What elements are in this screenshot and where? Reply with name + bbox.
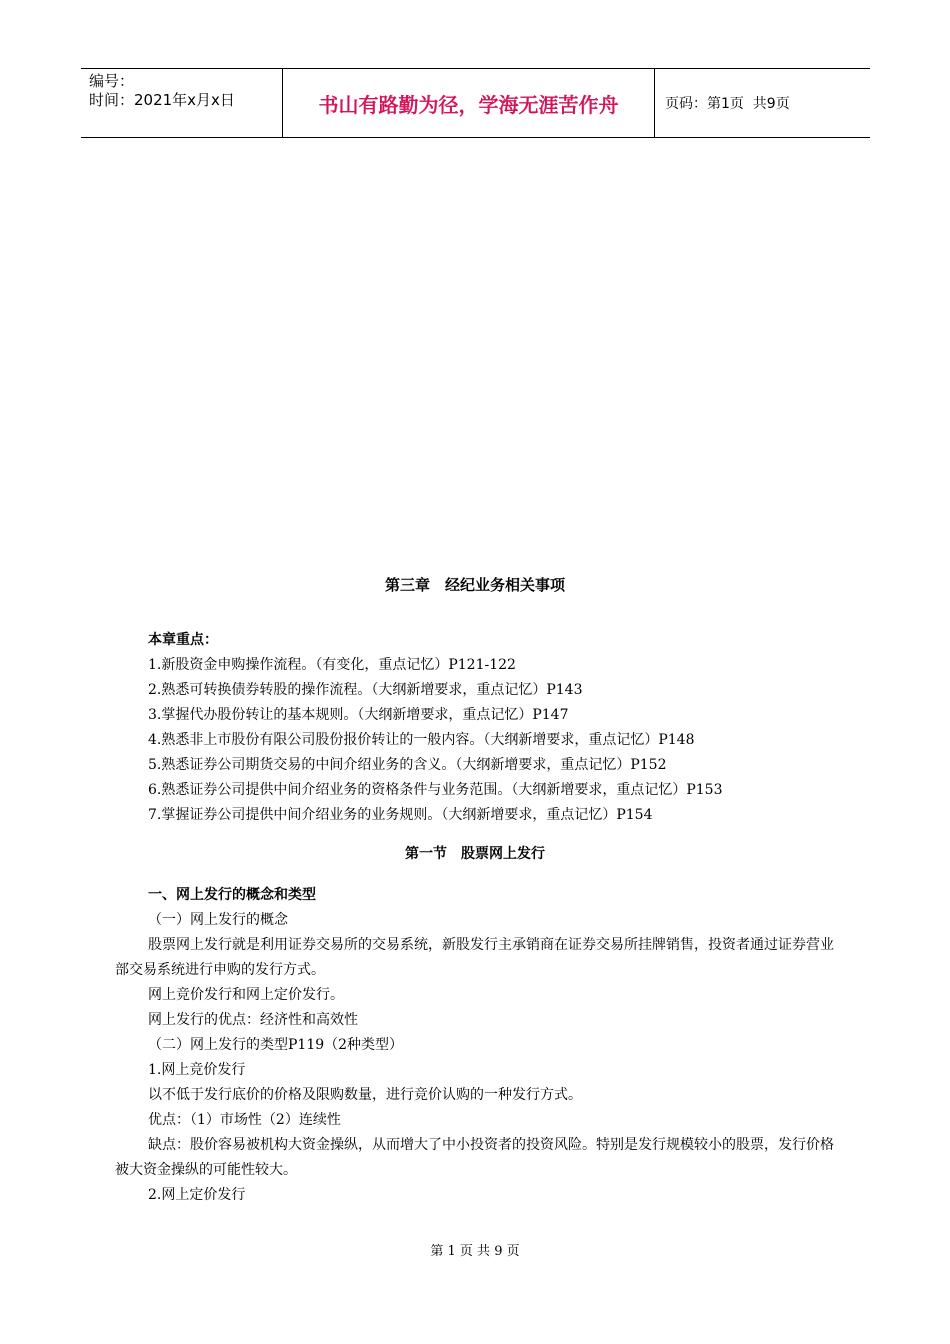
header-meta-cell	[81, 69, 282, 137]
paragraph: 股票网上发行就是利用证券交易所的交易系统，新股发行主承销商在证券交易所挂牌销售，投资者通过证券营业部交易系统进行申购的发行方式。	[115, 937, 834, 978]
paragraph: 2.网上定价发行	[148, 1187, 246, 1203]
section-title: 第一节 股票网上发行	[405, 846, 545, 862]
document-body	[115, 570, 835, 1208]
time-label: 时间：2021年x月x日	[89, 91, 235, 109]
number-label: 编号：	[89, 72, 135, 90]
paragraph: 网上竞价发行和网上定价发行。	[148, 987, 344, 1003]
key-point-item: 2.熟悉可转换债券转股的操作流程。（大纲新增要求，重点记忆）P143	[148, 682, 583, 698]
page-info: 页码：第1页 共9页	[665, 96, 790, 112]
footer-page-number: 第 1 页 共 9 页	[430, 1244, 520, 1259]
motto-text: 书山有路勤为径，学海无涯苦作舟	[318, 92, 619, 117]
page-header	[81, 68, 870, 138]
paragraph: 网上发行的优点：经济性和高效性	[148, 1012, 358, 1028]
chapter-title: 第三章 经纪业务相关事项	[384, 576, 565, 594]
paragraph: （一）网上发行的概念	[148, 912, 288, 928]
paragraph: 优点：（1）市场性（2）连续性	[148, 1112, 341, 1128]
page-footer	[0, 1240, 950, 1259]
key-point-item: 3.掌握代办股份转让的基本规则。（大纲新增要求，重点记忆）P147	[148, 707, 569, 723]
header-page-cell	[655, 69, 870, 137]
key-point-item: 7.掌握证券公司提供中间介绍业务的业务规则。（大纲新增要求，重点记忆）P154	[148, 807, 653, 823]
paragraph: （二）网上发行的类型P119（2种类型）	[148, 1037, 404, 1053]
key-point-item: 6.熟悉证券公司提供中间介绍业务的资格条件与业务范围。（大纲新增要求，重点记忆）P153	[148, 782, 723, 798]
paragraph: 缺点：股价容易被机构大资金操纵，从而增大了中小投资者的投资风险。特别是发行规模较小的股票，发行价格被大资金操纵的可能性较大。	[115, 1137, 834, 1178]
key-point-item: 4.熟悉非上市股份有限公司股份报价转让的一般内容。（大纲新增要求，重点记忆）P148	[148, 732, 695, 748]
key-points-heading: 本章重点：	[148, 632, 218, 648]
key-point-item: 1.新股资金申购操作流程。（有变化，重点记忆）P121-122	[148, 657, 516, 673]
header-motto-cell	[282, 69, 655, 137]
paragraph: 1.网上竞价发行	[148, 1062, 246, 1078]
subsection-heading: 一、网上发行的概念和类型	[148, 887, 316, 903]
key-point-item: 5.熟悉证券公司期货交易的中间介绍业务的含义。（大纲新增要求，重点记忆）P152	[148, 757, 667, 773]
paragraph: 以不低于发行底价的价格及限购数量，进行竞价认购的一种发行方式。	[148, 1087, 582, 1103]
